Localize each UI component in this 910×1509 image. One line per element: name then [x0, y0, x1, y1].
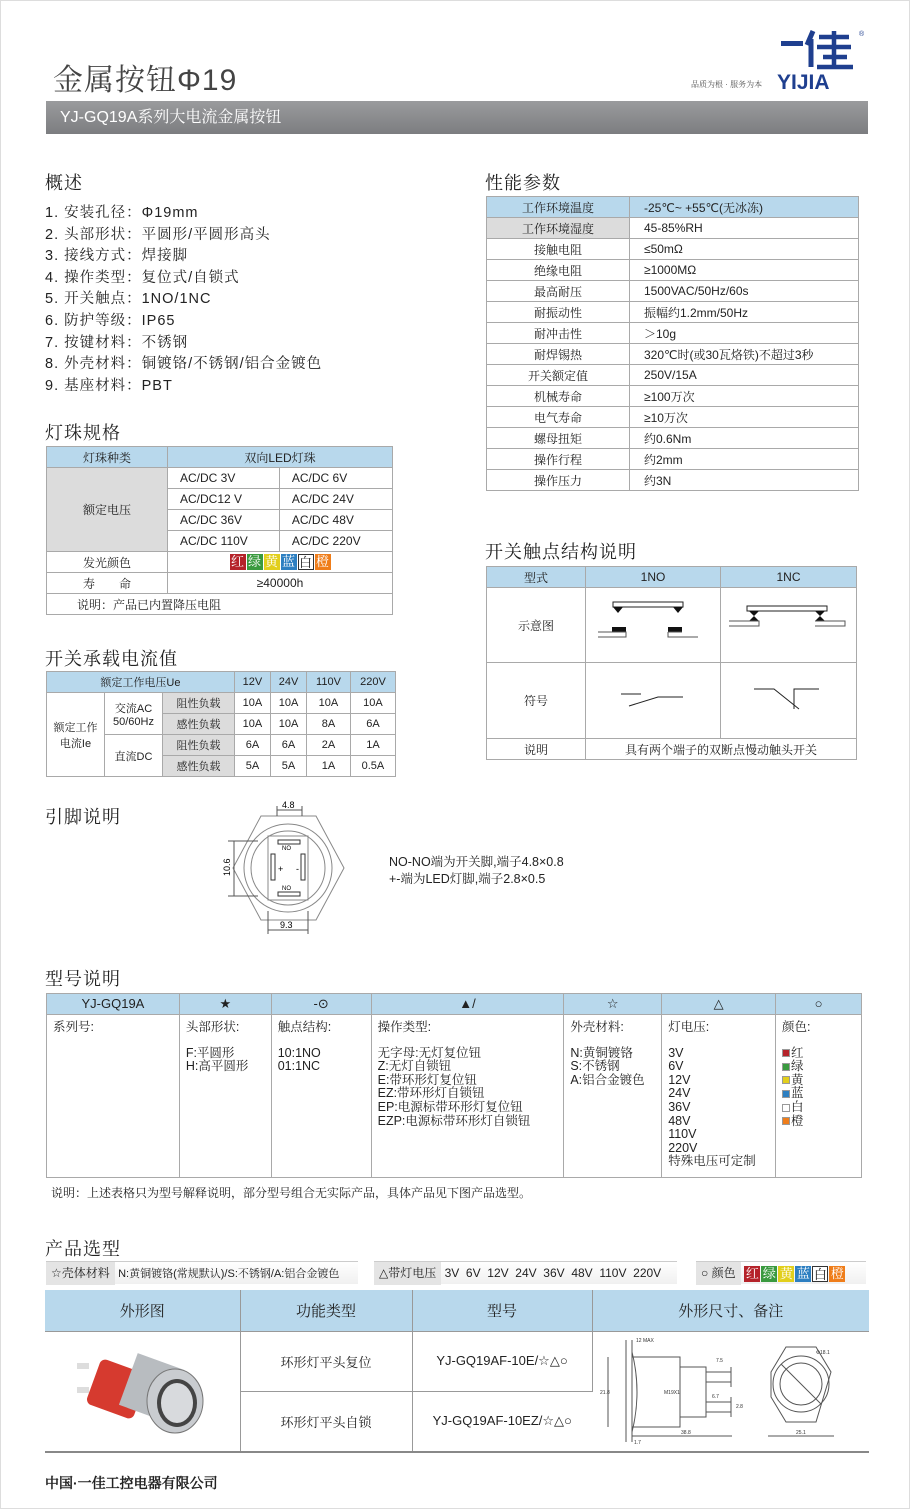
- dim-label: 2.8: [735, 1403, 743, 1410]
- color-option: [782, 1101, 855, 1115]
- param-name: 耐冲击性: [487, 323, 630, 344]
- desc-label: 说明: [487, 739, 586, 760]
- model-option: F:平圆形: [185, 1045, 235, 1060]
- color-name: 橙: [791, 1113, 804, 1128]
- voltage-value: 3V 6V 12V 24V 36V 48V 110V 220V: [444, 1266, 662, 1280]
- current-value: 10A: [270, 693, 306, 714]
- model-label: 颜色:: [782, 1020, 811, 1034]
- product-function: 环形灯平头复位: [240, 1331, 412, 1392]
- color-chip: 黄: [264, 554, 278, 569]
- material-value: N:黄铜镀铬(常规默认)/S:不锈钢/A:铝合金镀色: [118, 1268, 340, 1280]
- param-name: 开关额定值: [487, 365, 630, 386]
- overview-item: 2. 头部形状：平圆形/平圆形高头: [45, 226, 271, 243]
- diagram-label: 示意图: [487, 588, 586, 663]
- param-value: 约2mm: [630, 449, 859, 470]
- voltage-header: 12V: [234, 672, 270, 693]
- param-name: 操作压力: [487, 470, 630, 491]
- performance-row: [487, 197, 859, 218]
- voltage-cell: AC/DC12 V: [168, 489, 280, 510]
- model-option: A:铝合金镀色: [570, 1072, 645, 1087]
- pin-diagram: [216, 796, 356, 941]
- color-name: 红: [791, 1045, 804, 1060]
- model-label: 触点结构:: [277, 1020, 332, 1034]
- overview-item: 9. 基座材料：PBT: [45, 377, 173, 394]
- current-value: 2A: [307, 735, 351, 756]
- material-option: [46, 1261, 358, 1284]
- current-value: 6A: [234, 735, 270, 756]
- model-option: 220V: [668, 1140, 698, 1155]
- performance-table: [486, 196, 859, 491]
- model-column: [564, 1015, 662, 1178]
- symbol-label: 符号: [487, 663, 586, 739]
- color-chip: 橙: [830, 1265, 844, 1281]
- dim-label: 21.8: [599, 1389, 610, 1396]
- param-name: 耐焊锡热: [487, 344, 630, 365]
- ue-label: 额定工作电压Ue: [47, 672, 235, 693]
- svg-text:®: ®: [859, 31, 865, 38]
- model-option: 01:1NC: [277, 1059, 321, 1074]
- model-option: 48V: [668, 1113, 691, 1128]
- color-chip: 红: [230, 554, 244, 569]
- model-option: 6V: [668, 1059, 684, 1074]
- load-type: 感性负载: [163, 714, 235, 735]
- subtitle-banner: YJ-GQ19A系列大电流金属按钮: [46, 101, 868, 134]
- current-value: 6A: [270, 735, 306, 756]
- param-value: ≥100万次: [630, 386, 859, 407]
- model-label: 操作类型:: [377, 1020, 432, 1034]
- voltage-cell: AC/DC 220V: [279, 531, 392, 552]
- performance-row: [487, 470, 859, 491]
- voltage-option: [374, 1261, 677, 1284]
- load-type: 感性负载: [163, 756, 235, 777]
- col-header: 外形图: [45, 1290, 240, 1331]
- voltage-header: 24V: [270, 672, 306, 693]
- performance-row: [487, 260, 859, 281]
- voltage-header: 110V: [307, 672, 351, 693]
- led-voltage-label: 额定电压: [47, 468, 168, 552]
- dim-label: 6.7: [711, 1393, 719, 1400]
- performance-row: [487, 218, 859, 239]
- param-value: 320℃时(或30瓦烙铁)不超过3秒: [630, 344, 859, 365]
- model-code: ○: [776, 994, 862, 1015]
- model-option: 10:1NO: [277, 1045, 321, 1060]
- model-code: -⊙: [271, 994, 371, 1015]
- pin-note: +-端为LED灯脚,端子2.8×0.5: [389, 872, 546, 886]
- model-option: Z:无灯自锁钮: [377, 1059, 452, 1074]
- product-function: 环形灯平头自锁: [240, 1392, 412, 1452]
- current-value: 5A: [234, 756, 270, 777]
- current-table: [46, 671, 396, 777]
- current-value: 10A: [234, 714, 270, 735]
- product-table: [45, 1290, 869, 1453]
- model-option: EZ:带环形灯自锁钮: [377, 1086, 485, 1101]
- color-chip: 蓝: [281, 554, 295, 569]
- model-code: △: [662, 994, 776, 1015]
- param-name: 接触电阻: [487, 239, 630, 260]
- yijia-logo: [773, 27, 868, 91]
- color-chip: 黄: [779, 1265, 793, 1281]
- performance-row: [487, 281, 859, 302]
- pins-heading: 引脚说明: [45, 807, 121, 827]
- overview-item: 8. 外壳材料：铜镀铬/不锈钢/铝合金镀色: [45, 356, 323, 373]
- color-chip: 蓝: [796, 1265, 810, 1281]
- color-chips: [744, 1266, 846, 1280]
- model-label: 灯电压:: [668, 1020, 710, 1034]
- product-model: YJ-GQ19AF-10EZ/☆△○: [412, 1392, 592, 1452]
- dimension-drawing: [592, 1331, 869, 1452]
- pin-note: NO-NO端为开关脚,端子4.8×0.8: [389, 855, 564, 869]
- dim-label: 38.8: [680, 1429, 691, 1436]
- led-life-value: ≥40000h: [168, 573, 393, 594]
- param-value: ≥10万次: [630, 407, 859, 428]
- model-option: EZP:电源标带环形灯自锁钮: [377, 1113, 531, 1128]
- current-value: 10A: [350, 693, 395, 714]
- voltage-cell: AC/DC 36V: [168, 510, 280, 531]
- led-color-label: 发光颜色: [47, 552, 168, 573]
- performance-row: [487, 428, 859, 449]
- model-header-row: [47, 994, 862, 1015]
- no-header: 1NO: [586, 567, 721, 588]
- voltage-cell: AC/DC 3V: [168, 468, 280, 489]
- dim-label: M19X1: [663, 1389, 680, 1396]
- performance-row: [487, 323, 859, 344]
- plus-label: +: [278, 864, 284, 874]
- color-name: 黄: [791, 1072, 804, 1087]
- dim-label: 7.5: [715, 1357, 723, 1364]
- load-type: 阻性负载: [163, 693, 235, 714]
- color-chip: 白: [298, 555, 312, 570]
- performance-row: [487, 344, 859, 365]
- ac-label: 交流AC 50/60Hz: [105, 693, 163, 735]
- product-row[interactable]: [45, 1331, 869, 1392]
- current-value: 6A: [350, 714, 395, 735]
- led-note: 说明：产品已内置降压电阻: [47, 594, 393, 615]
- dim-left: 10.6: [222, 858, 232, 876]
- model-column: [47, 1015, 180, 1178]
- performance-row: [487, 386, 859, 407]
- param-name: 电气寿命: [487, 407, 630, 428]
- model-option: 12V: [668, 1072, 691, 1087]
- model-label: 外壳材料:: [570, 1020, 624, 1034]
- nc-header: 1NC: [721, 567, 857, 588]
- color-swatch-icon: [782, 1104, 790, 1112]
- model-option: N:黄铜镀铬: [570, 1045, 633, 1060]
- color-swatch-icon: [782, 1090, 790, 1098]
- current-value: 8A: [307, 714, 351, 735]
- no-diagram: [586, 588, 721, 663]
- current-value: 10A: [270, 714, 306, 735]
- dc-label: 直流DC: [105, 735, 163, 777]
- led-life-label: 寿 命: [47, 573, 168, 594]
- col-header: 功能类型: [240, 1290, 412, 1331]
- current-value: 10A: [307, 693, 351, 714]
- model-column: [776, 1015, 862, 1178]
- voltage-cell: AC/DC 110V: [168, 531, 280, 552]
- overview-item: 3. 接线方式：焊接脚: [45, 248, 189, 265]
- spacer: [186, 1035, 265, 1047]
- led-spec-table: [46, 446, 393, 615]
- model-column: [179, 1015, 271, 1178]
- model-note: 说明：上述表格只为型号解释说明，部分型号组合无实际产品，具体产品见下图产品选型。: [51, 1186, 532, 1200]
- contact-table: [486, 566, 857, 760]
- logo-wordmark: YIJIA: [777, 71, 830, 91]
- current-value: 1A: [350, 735, 395, 756]
- selection-heading: 产品选型: [45, 1239, 121, 1259]
- current-value: 0.5A: [350, 756, 395, 777]
- color-label: ○ 颜色: [696, 1262, 741, 1285]
- voltage-label: △带灯电压: [374, 1262, 441, 1285]
- color-chip: 白: [813, 1266, 827, 1282]
- color-swatch-icon: [782, 1076, 790, 1084]
- param-value: 约0.6Nm: [630, 428, 859, 449]
- load-type: 阻性负载: [163, 735, 235, 756]
- performance-row: [487, 365, 859, 386]
- param-value: 45-85%RH: [630, 218, 859, 239]
- model-code: ▲/: [371, 994, 564, 1015]
- color-name: 蓝: [791, 1086, 804, 1101]
- param-name: 机械寿命: [487, 386, 630, 407]
- param-name: 绝缘电阻: [487, 260, 630, 281]
- model-column: [271, 1015, 371, 1178]
- ie-label: 额定工作电流Ie: [47, 693, 105, 777]
- performance-row: [487, 302, 859, 323]
- model-table: [46, 993, 862, 1178]
- col-header: 型号: [412, 1290, 592, 1331]
- current-value: 1A: [307, 756, 351, 777]
- param-name: 耐振动性: [487, 302, 630, 323]
- model-code: ☆: [564, 994, 662, 1015]
- material-label: ☆壳体材料: [46, 1262, 115, 1285]
- overview-item: 7. 按键材料：不锈钢: [45, 334, 189, 351]
- contact-heading: 开关触点结构说明: [485, 542, 637, 562]
- pin-notes: [389, 854, 564, 888]
- no-label: NO: [282, 846, 291, 852]
- model-option: 24V: [668, 1086, 691, 1101]
- performance-row: [487, 407, 859, 428]
- spacer: [570, 1035, 655, 1047]
- spacer: [53, 1035, 173, 1047]
- current-value: 10A: [234, 693, 270, 714]
- dim-label: 1.7: [633, 1439, 641, 1446]
- param-name: 工作环境湿度: [487, 218, 630, 239]
- dim-label: 12 MAX: [635, 1337, 654, 1344]
- model-option: 无字母:无灯复位钮: [377, 1045, 482, 1060]
- product-photo: [45, 1331, 240, 1452]
- overview-item: 6. 防护等级：IP65: [45, 312, 176, 329]
- model-heading: 型号说明: [45, 969, 121, 989]
- overview-list: [45, 203, 322, 397]
- color-chip: 红: [745, 1265, 759, 1281]
- param-value: ≥1000MΩ: [630, 260, 859, 281]
- led-heading: 灯珠规格: [45, 423, 121, 443]
- dim-label: Φ18.1: [815, 1349, 830, 1356]
- model-option: 36V: [668, 1099, 691, 1114]
- type-label: 型式: [487, 567, 586, 588]
- dim-label: 25.1: [795, 1429, 806, 1436]
- color-name: 绿: [791, 1059, 804, 1074]
- led-type-value: 双向LED灯珠: [168, 447, 393, 468]
- color-option: [782, 1047, 855, 1061]
- color-swatch-icon: [782, 1049, 790, 1057]
- overview-item: 5. 开关触点：1NO/1NC: [45, 291, 212, 308]
- param-name: 操作行程: [487, 449, 630, 470]
- spacer: [278, 1035, 365, 1047]
- overview-item: 1. 安装孔径：Φ19mm: [45, 205, 199, 221]
- spacer: [378, 1035, 558, 1047]
- voltage-cell: AC/DC 48V: [279, 510, 392, 531]
- model-column: [662, 1015, 776, 1178]
- color-name: 白: [791, 1099, 804, 1114]
- voltage-cell: AC/DC 24V: [279, 489, 392, 510]
- dim-top: 4.8: [282, 800, 295, 810]
- model-label: 系列号:: [53, 1020, 94, 1034]
- dim-bottom: 9.3: [280, 920, 293, 930]
- page-title: 金属按钮Φ19: [53, 64, 238, 97]
- spacer: [668, 1035, 769, 1047]
- current-value: 5A: [270, 756, 306, 777]
- model-label: 头部形状:: [185, 1020, 240, 1034]
- performance-row: [487, 239, 859, 260]
- led-color-chips: [168, 552, 393, 573]
- param-value: 250V/15A: [630, 365, 859, 386]
- model-option: 110V: [668, 1127, 697, 1142]
- overview-item: 4. 操作类型：复位式/自锁式: [45, 269, 240, 286]
- model-option: H:高平圆形: [185, 1059, 249, 1074]
- param-value: ＞10g: [630, 323, 859, 344]
- param-name: 螺母扭矩: [487, 428, 630, 449]
- voltage-header: 220V: [350, 672, 395, 693]
- model-option: S:不锈钢: [570, 1059, 620, 1074]
- param-value: 约3N: [630, 470, 859, 491]
- model-option: EP:电源标带环形灯复位钮: [377, 1099, 523, 1114]
- model-option: 3V: [668, 1045, 684, 1060]
- color-swatch-icon: [782, 1117, 790, 1125]
- slogan: 品质为根 · 服务为本: [691, 80, 763, 89]
- performance-heading: 性能参数: [485, 173, 561, 193]
- param-name: 工作环境温度: [487, 197, 630, 218]
- model-body-row: [47, 1015, 862, 1178]
- param-name: 最高耐压: [487, 281, 630, 302]
- color-chip: 绿: [762, 1265, 776, 1281]
- model-code: ★: [179, 994, 271, 1015]
- contact-desc: 具有两个端子的双断点慢动触头开关: [586, 739, 857, 760]
- col-header: 外形尺寸、备注: [592, 1290, 869, 1331]
- model-option: E:带环形灯复位钮: [377, 1072, 477, 1087]
- nc-diagram: [721, 588, 857, 663]
- color-swatch-icon: [782, 1063, 790, 1071]
- color-chip: 绿: [247, 554, 261, 569]
- minus-label: -: [296, 864, 299, 874]
- model-option: 特殊电压可定制: [668, 1154, 756, 1169]
- current-heading: 开关承载电流值: [45, 649, 178, 669]
- nc-symbol: [721, 663, 857, 739]
- param-value: 1500VAC/50Hz/60s: [630, 281, 859, 302]
- color-option: [782, 1060, 855, 1074]
- model-column: [371, 1015, 564, 1178]
- product-model: YJ-GQ19AF-10E/☆△○: [412, 1331, 592, 1392]
- performance-row: [487, 449, 859, 470]
- overview-heading: 概述: [45, 173, 83, 193]
- color-chip: 橙: [315, 554, 329, 569]
- led-type-label: 灯珠种类: [47, 447, 168, 468]
- footer-company: 中国·一佳工控电器有限公司: [45, 1475, 218, 1491]
- color-option: [696, 1261, 866, 1284]
- param-value: ≤50mΩ: [630, 239, 859, 260]
- param-value: -25℃~ +55℃(无冰冻): [630, 197, 859, 218]
- param-value: 振幅约1.2mm/50Hz: [630, 302, 859, 323]
- color-option: [782, 1087, 855, 1101]
- no-symbol: [586, 663, 721, 739]
- voltage-cell: AC/DC 6V: [279, 468, 392, 489]
- no-label: NO: [282, 886, 291, 892]
- color-option: [782, 1115, 855, 1129]
- model-code: YJ-GQ19A: [47, 994, 180, 1015]
